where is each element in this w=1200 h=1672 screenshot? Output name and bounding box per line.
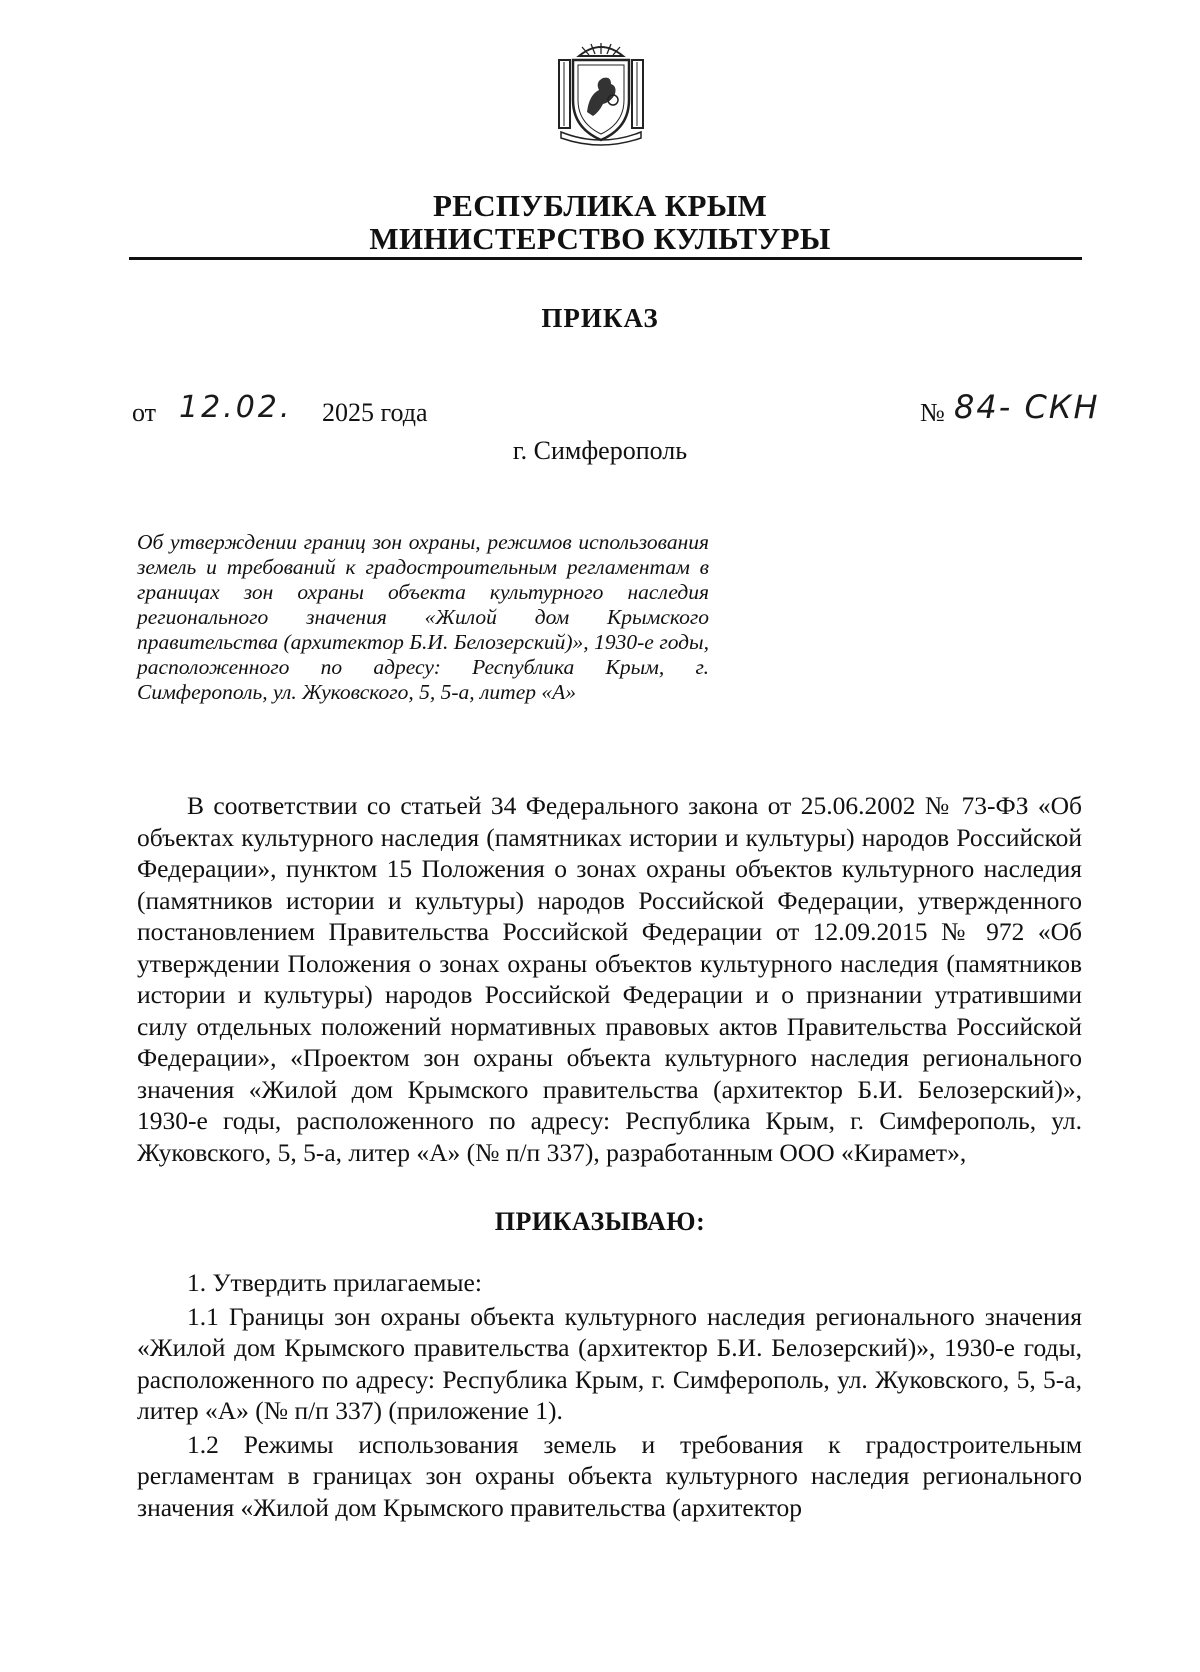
preamble-paragraph: В соответствии со статьей 34 Федерального закона от 25.06.2002 № 73-ФЗ «Об объектах культурного наследия (памятниках истории и культуры) народов Российской Федерации», пунктом 15 Положения о зонах охраны объектов культурного наследия (памятников истории и культуры) народов Российской Федерации, утвержденного постановлением Правительства Российской Федерации от 12.09.2015 № 972 «Об утверждении Положения о зонах охраны объектов культурного наследия (памятников истории и культуры) народов Российской Федерации и о признании утратившими силу отдельных положений нормативных правовых актов Правительства Российской Федерации», «Проектом зон охраны объекта культурного наследия регионального значения «Жилой дом Крымского правительства (архитектор Б.И. Белозерский)», 1930-е годы, расположенного по адресу: Республика Крым, г. Симферополь, ул. Жуковского, 5, 5-а, литер «А» (№ п/п 337), разработанным ООО «Кирамет», [137,791,1082,1167]
date-year: 2025 года [322,398,428,427]
preamble [137,790,1082,1168]
order-subject: Об утверждении границ зон охраны, режимов использования земель и требований к градостроительным регламентам в границах зон охраны объекта культурного наследия регионального значения «Жилой дом Крымского правительства (архитектор Б.И. Белозерский)», 1930-е годы, расположенного по адресу: Республика Крым, г. Симферополь, ул. Жуковского, 5, 5-а, литер «А» [137,530,709,704]
date-prefix: от [132,398,157,427]
number-prefix: № [920,398,945,427]
handwritten-number: 84- СКН [954,388,1100,426]
ministry-title: МИНИСТЕРСТВО КУЛЬТУРЫ [369,221,831,256]
header-divider [129,257,1082,260]
republic-title: РЕСПУБЛИКА КРЫМ [432,188,768,223]
city: г. Симферополь [512,436,688,465]
order-item: 1. Утвердить прилагаемые: [187,1268,482,1297]
order-items [137,1267,1082,1525]
order-number [920,388,1100,428]
order-word: ПРИКАЗЫВАЮ: [494,1207,706,1236]
handwritten-date: 12.02. [179,390,293,425]
order-item: 1.2 Режимы использования земель и требования к градостроительным регламентам в границах зон охраны объекта культурного наследия регионального значения «Жилой дом Крымского правительства (архитектор [137,1429,1082,1522]
document-type: ПРИКАЗ [541,303,659,333]
coat-of-arms-icon [551,40,651,150]
order-item: 1.1 Границы зон охраны объекта культурного наследия регионального значения «Жилой дом Крымского правительства (архитектор Б.И. Белозерский)», 1930-е годы, расположенного по адресу: Республика Крым, г. Симферополь, ул. Жуковского, 5, 5-а, литер «А» (№ п/п 337) (приложение 1). [137,1301,1082,1425]
